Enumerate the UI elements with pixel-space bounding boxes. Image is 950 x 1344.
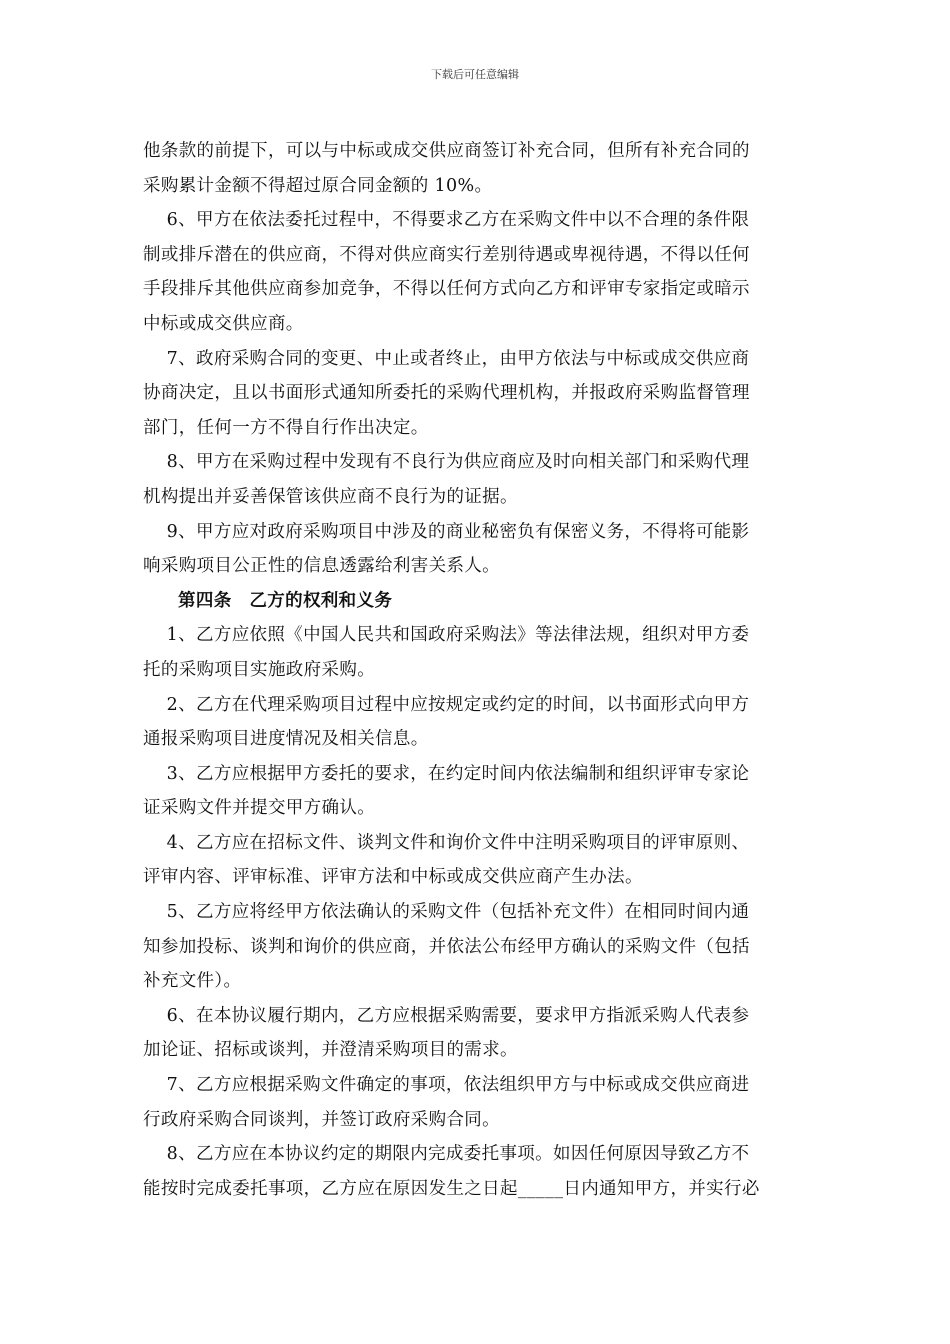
text-line: 补充文件）。 — [143, 971, 242, 992]
text-line: 8、甲方在采购过程中发现有不良行为供应商应及时向相关部门和采购代理 — [143, 452, 750, 473]
paragraph — [143, 757, 809, 826]
text-line: 4、乙方应在招标文件、谈判文件和询价文件中注明采购项目的评审原则、 — [143, 832, 750, 853]
page-header: 下载后可任意编辑 — [431, 68, 519, 81]
paragraph — [143, 999, 809, 1068]
paragraph — [143, 342, 809, 446]
text-line: 评审内容、评审标准、评审方法和中标或成交供应商产生办法。 — [143, 867, 643, 888]
text-line: 托的采购项目实施政府采购。 — [143, 659, 376, 680]
text-line: 能按时完成委托事项，乙方应在原因发生之日起_____日内通知甲方，并实行必 — [143, 1178, 760, 1199]
text-line: 协商决定，且以书面形式通知所委托的采购代理机构，并报政府采购监督管理 — [143, 383, 750, 404]
text-line: 证采购文件并提交甲方确认。 — [143, 798, 376, 819]
text-line: 中标或成交供应商。 — [143, 313, 304, 334]
paragraph — [143, 134, 809, 203]
text-line: 手段排斥其他供应商参加竞争，不得以任何方式向乙方和评审专家指定或暗示 — [143, 279, 750, 300]
text-line: 部门，任何一方不得自行作出决定。 — [143, 417, 429, 438]
text-line: 3、乙方应根据甲方委托的要求，在约定时间内依法编制和组织评审专家论 — [143, 763, 750, 784]
text-line: 5、乙方应将经甲方依法确认的采购文件（包括补充文件）在相同时间内通 — [143, 902, 750, 923]
text-line: 8、乙方应在本协议约定的期限内完成委托事项。如因任何原因导致乙方不 — [143, 1144, 750, 1165]
text-line: 加论证、招标或谈判，并澄清采购项目的需求。 — [143, 1040, 518, 1061]
paragraph — [143, 688, 809, 757]
text-line: 采购累计金额不得超过原合同金额的 10%。 — [143, 175, 493, 196]
text-line: 制或排斥潜在的供应商，不得对供应商实行差别待遇或卑视待遇，不得以任何 — [143, 244, 750, 265]
text-line: 7、乙方应根据采购文件确定的事项，依法组织甲方与中标或成交供应商进 — [143, 1075, 750, 1096]
text-line: 知参加投标、谈判和询价的供应商，并依法公布经甲方确认的采购文件（包括 — [143, 936, 750, 957]
text-line: 7、政府采购合同的变更、中止或者终止，由甲方依法与中标或成交供应商 — [143, 348, 750, 369]
text-line: 6、甲方在依法委托过程中，不得要求乙方在采购文件中以不合理的条件限 — [143, 210, 750, 231]
paragraph — [143, 895, 809, 999]
paragraph — [143, 445, 809, 514]
paragraph — [143, 826, 809, 895]
paragraph — [143, 203, 809, 341]
paragraph — [143, 1068, 809, 1137]
paragraph — [143, 515, 809, 584]
text-line: 机构提出并妥善保管该供应商不良行为的证据。 — [143, 486, 518, 507]
paragraph — [143, 1137, 809, 1206]
text-line: 通报采购项目进度情况及相关信息。 — [143, 729, 429, 750]
section-heading: 第四条 乙方的权利和义务 — [178, 590, 393, 611]
text-line: 6、在本协议履行期内，乙方应根据采购需要，要求甲方指派采购人代表参 — [143, 1005, 750, 1026]
text-line: 2、乙方在代理采购项目过程中应按规定或约定的时间，以书面形式向甲方 — [143, 694, 750, 715]
text-line: 行政府采购合同谈判，并签订政府采购合同。 — [143, 1109, 500, 1130]
text-line: 9、甲方应对政府采购项目中涉及的商业秘密负有保密义务，不得将可能影 — [143, 521, 750, 542]
text-line: 1、乙方应依照《中国人民共和国政府采购法》等法律法规，组织对甲方委 — [143, 625, 750, 646]
document-body — [143, 134, 809, 1206]
text-line: 响采购项目公正性的信息透露给利害关系人。 — [143, 556, 500, 577]
text-line: 他条款的前提下，可以与中标或成交供应商签订补充合同，但所有补充合同的 — [143, 141, 750, 161]
paragraph — [143, 618, 809, 687]
